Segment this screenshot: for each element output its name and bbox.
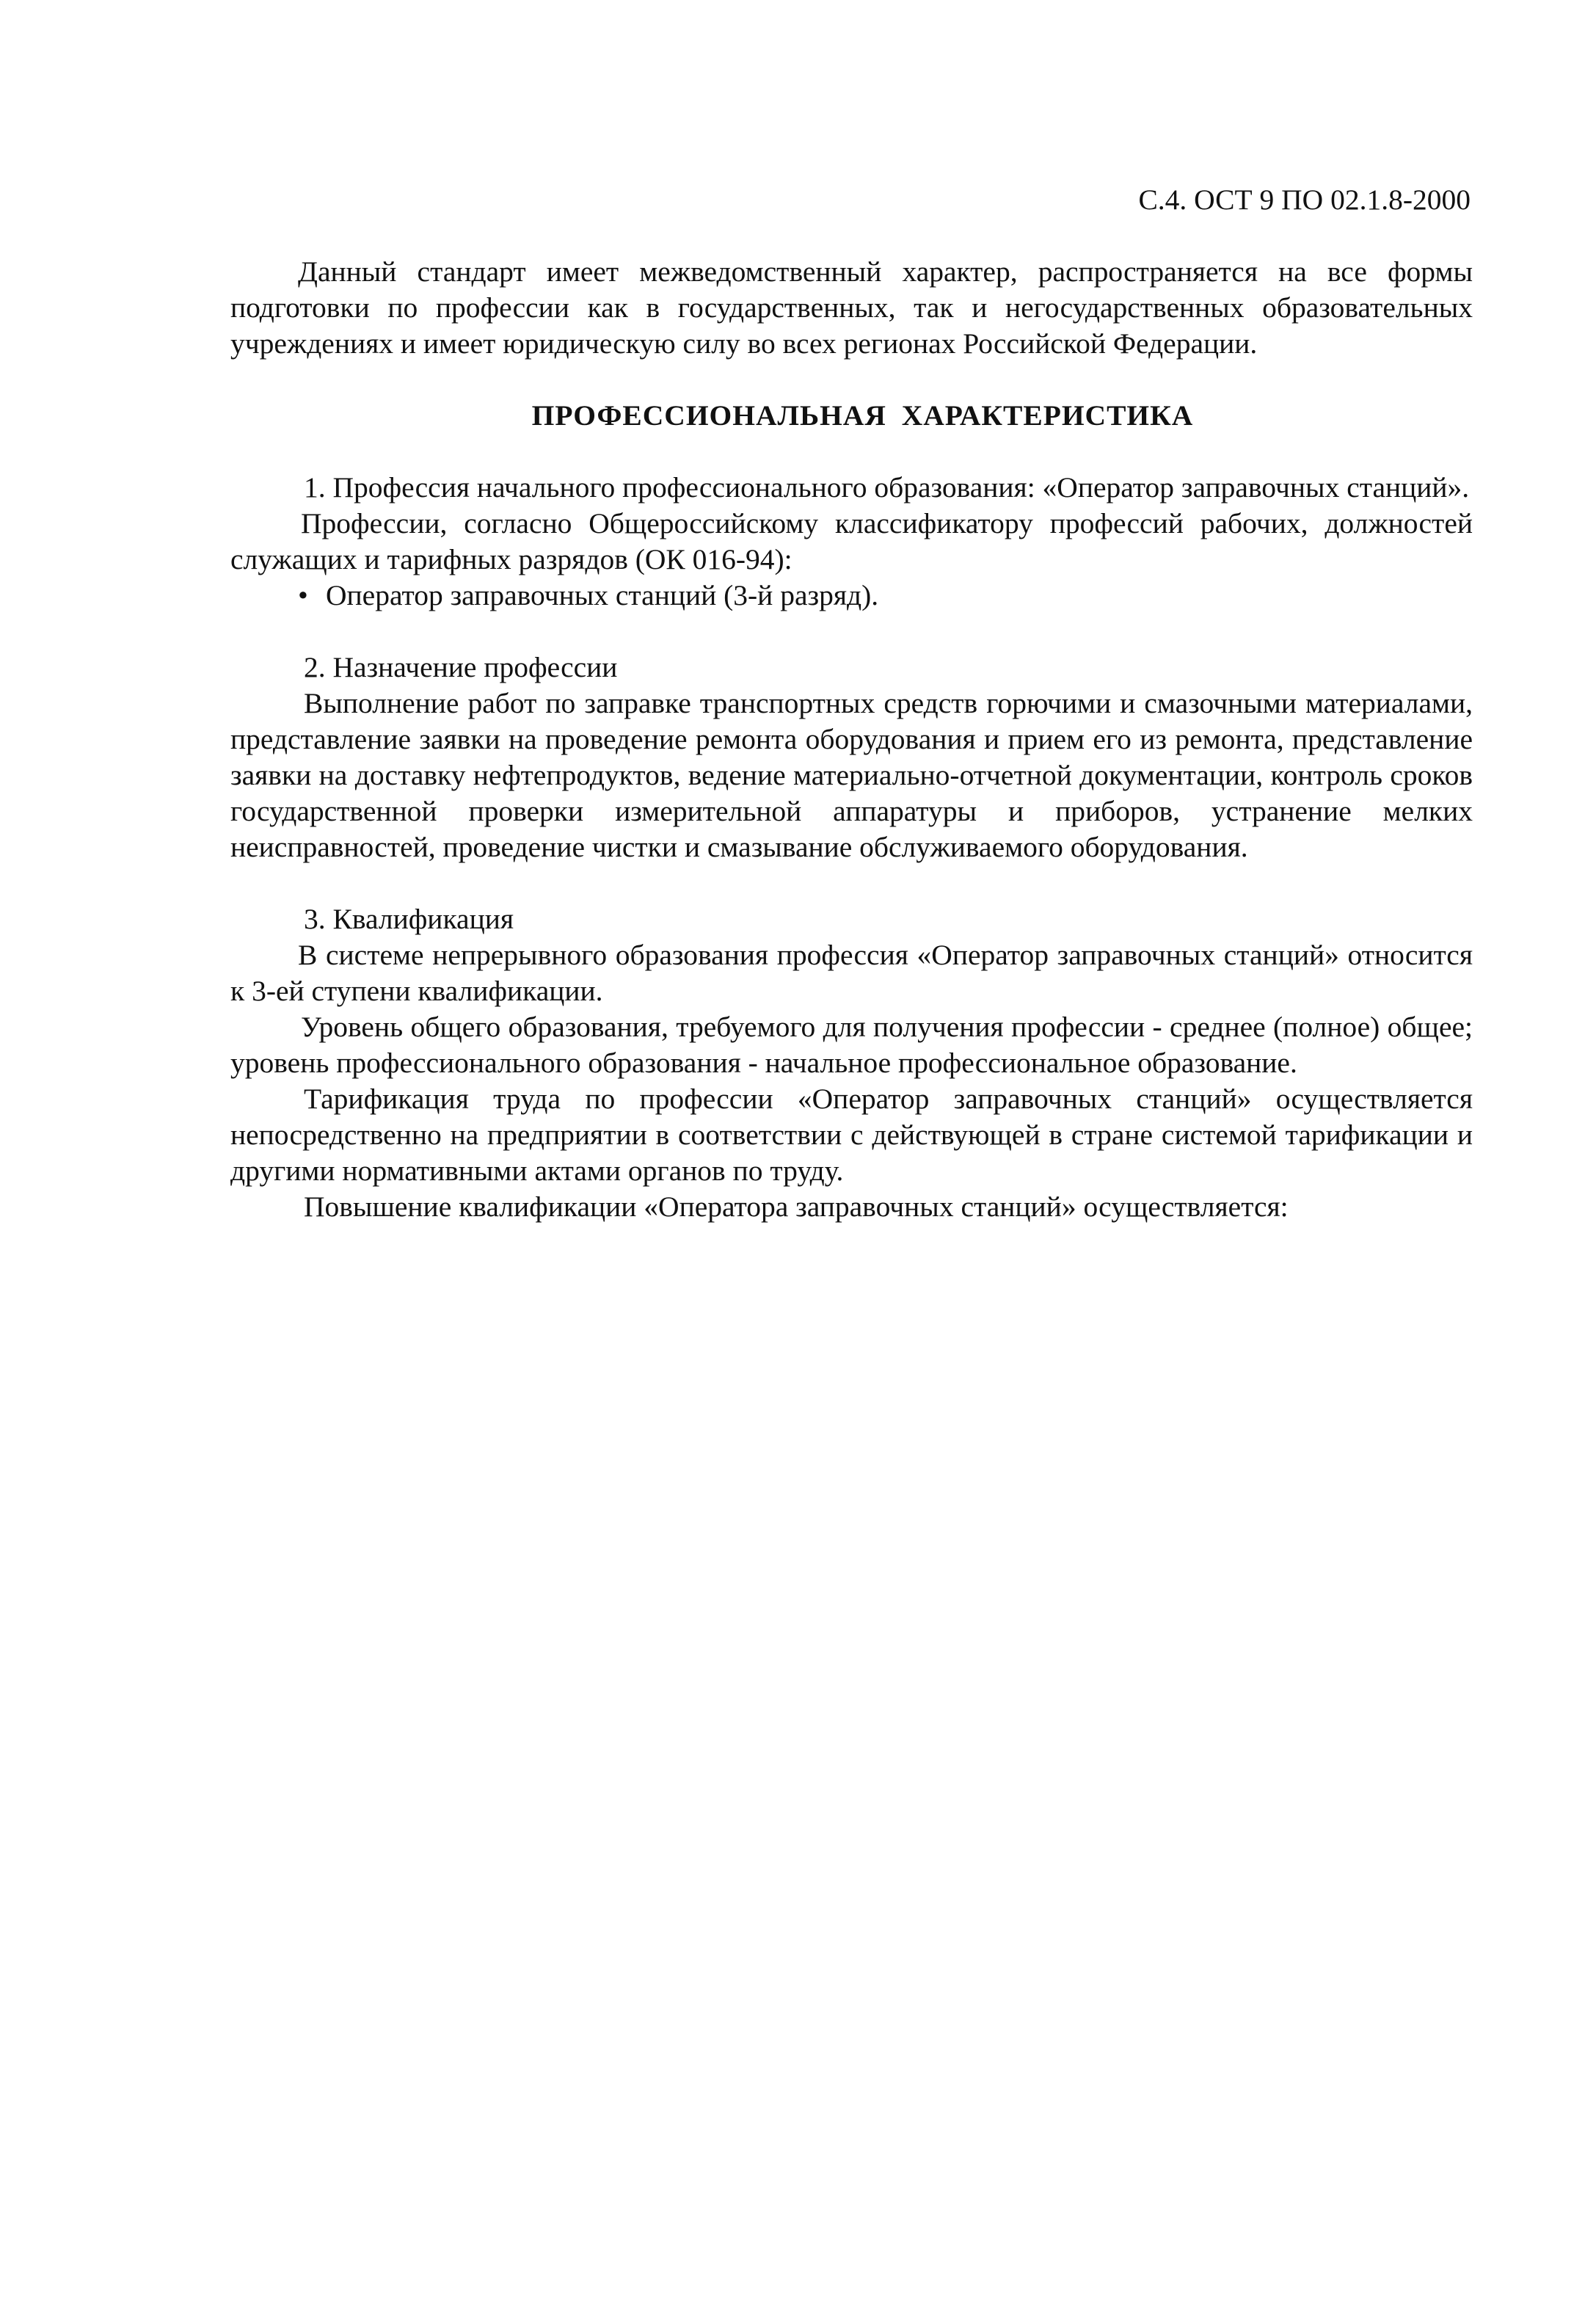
list-item-text: Оператор заправочных станций (3-й разряд). xyxy=(326,579,879,611)
qualification-paragraph-1: В системе непрерывного образования профессия «Оператор заправочных станций» относится к 3-ей ступени квалификации. xyxy=(230,939,1473,1007)
qualification-paragraph-2: Уровень общего образования, требуемого для получения профессии - среднее (полное) общее; уровень профессионального образования - начальное профессиональное образование. xyxy=(230,1011,1473,1079)
qualification-paragraph-4: Повышение квалификации «Оператора заправочных станций» осуществляется: xyxy=(304,1190,1289,1223)
section3-title: 3. Квалификация xyxy=(304,903,514,935)
section1-title: 1. Профессия начального профессионального образования: «Оператор заправочных станций». xyxy=(304,471,1470,504)
classifier-paragraph: Профессии, согласно Общероссийскому классификатору профессий рабочих, должностей служащих и тарифных разрядов (ОК 016-94): xyxy=(230,507,1473,575)
list-item xyxy=(230,578,1473,614)
page-header-reference: С.4. ОСТ 9 ПО 02.1.8-2000 xyxy=(1138,183,1471,216)
section2-text: Выполнение работ по заправке транспортных средств горючими и смазочными материалами, представление заявки на проведение ремонта оборудования и прием его из ремонта, представление заявки на доставку нефтепродуктов, ведение материально-отчетной документации, контроль сроков государственной проверки измерительной аппаратуры и приборов, устранение мелких неисправностей, проведение чистки и смазывание обслуживаемого оборудования. xyxy=(230,687,1473,863)
section2-title: 2. Назначение профессии xyxy=(304,651,618,683)
qualification-paragraph-3: Тарификация труда по профессии «Оператор заправочных станций» осуществляется непосредственно на предприятии в соответствии с действующей в стране системой тарификации и другими нормативными актами органов по труду. xyxy=(230,1083,1473,1187)
section-heading: ПРОФЕССИОНАЛЬНАЯ ХАРАКТЕРИСТИКА xyxy=(531,399,1194,432)
intro-paragraph: Данный стандарт имеет межведомственный характер, распространяется на все формы подготовки по профессии как в государственных, так и негосударственных образовательных учреждениях и имеет юридическую силу во всех регионах Российской Федерации. xyxy=(230,255,1473,360)
document-body xyxy=(230,254,1473,1225)
bullet-icon: • xyxy=(298,579,308,611)
